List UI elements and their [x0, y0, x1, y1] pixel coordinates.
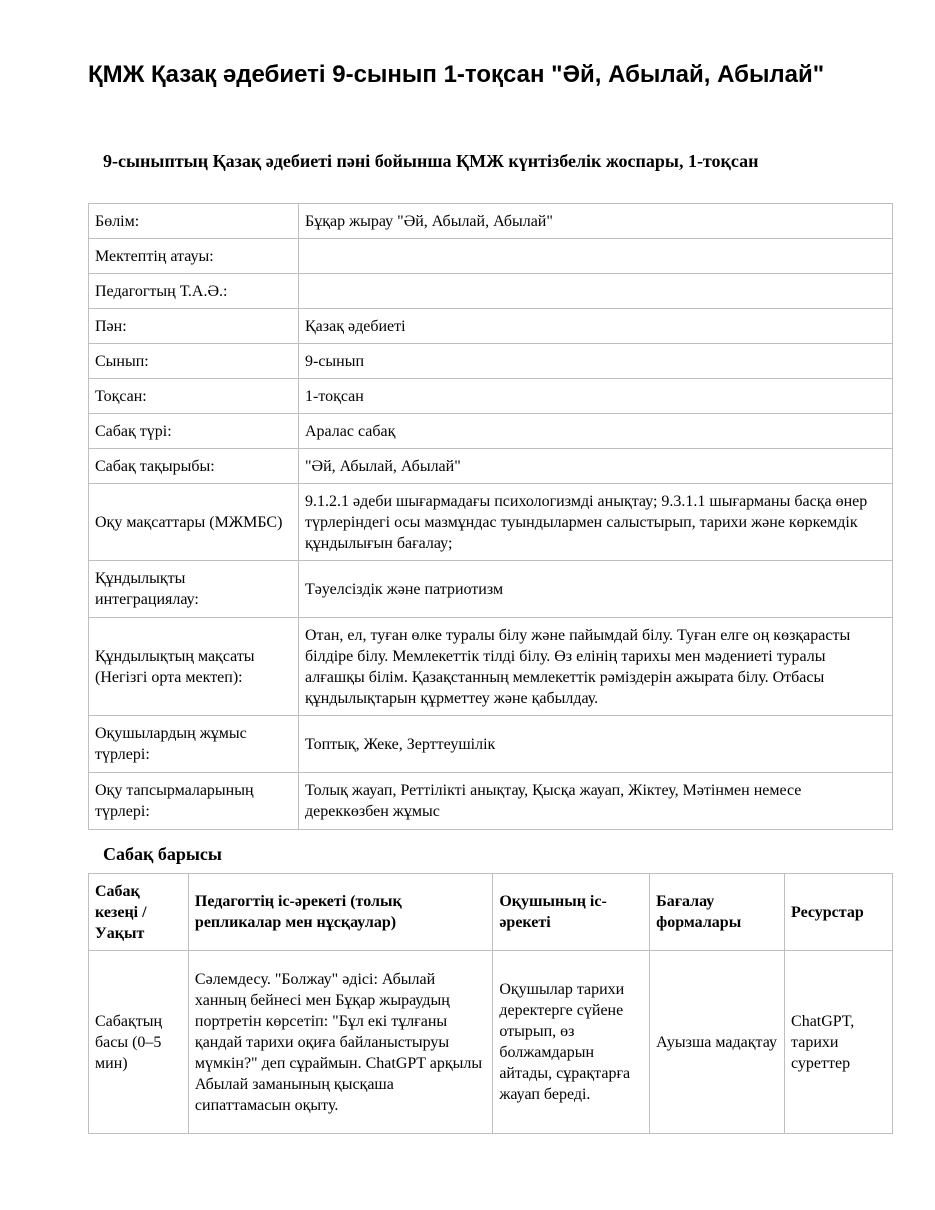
info-value	[299, 274, 893, 309]
lesson-cell: Сәлемдесу. "Болжау" әдісі: Абылай ханның бейнесі мен Бұқар жыраудың портретін көрсетіп: "Бұл екі тұлғаны қандай тарихи оқиға байланыстыруы мүмкін?" деп сұраймын. ChatGPT арқылы Абылай заманының қысқаша сипаттамасын оқыту.	[188, 951, 492, 1134]
info-row	[89, 239, 893, 274]
info-row	[89, 274, 893, 309]
lesson-table	[88, 873, 893, 1134]
info-value: Тәуелсіздік және патриотизм	[299, 561, 893, 618]
info-value: Толық жауап, Реттілікті анықтау, Қысқа жауап, Жіктеу, Мәтінмен немесе дереккөзбен жұмыс	[299, 773, 893, 830]
lesson-header-cell: Педагогтің іс-әрекеті (толық репликалар мен нұсқаулар)	[188, 874, 492, 951]
info-value: Топтық, Жеке, Зерттеушілік	[299, 716, 893, 773]
info-row	[89, 449, 893, 484]
lesson-cell: ChatGPT, тарихи суреттер	[785, 951, 893, 1134]
lesson-cell: Сабақтың басы (0–5 мин)	[89, 951, 189, 1134]
lesson-cell: Оқушылар тарихи деректерге сүйене отырып, өз болжамдарын айтады, сұрақтарға жауап береді.	[493, 951, 650, 1134]
lesson-cell: Ауызша мадақтау	[650, 951, 785, 1134]
info-label: Құндылықтың мақсаты (Негізгі орта мектеп):	[89, 618, 299, 716]
info-label: Оқушылардың жұмыс түрлері:	[89, 716, 299, 773]
info-row	[89, 484, 893, 561]
info-row	[89, 379, 893, 414]
info-value: "Әй, Абылай, Абылай"	[299, 449, 893, 484]
info-value: Қазақ әдебиеті	[299, 309, 893, 344]
info-heading: 9-сыныптың Қазақ әдебиеті пәні бойынша ҚМЖ күнтізбелік жоспары, 1-тоқсан	[103, 151, 759, 171]
info-row	[89, 618, 893, 716]
info-table	[88, 203, 893, 830]
info-label: Сабақ тақырыбы:	[89, 449, 299, 484]
page-title: ҚМЖ Қазақ әдебиеті 9-сынып 1-тоқсан "Әй, Абылай, Абылай"	[88, 61, 825, 88]
info-value: Отан, ел, туған өлке туралы білу және пайымдай білу. Туған елге оң көзқарасты білдіре білу. Мемлекеттік тілді білу. Өз елінің тарихы мен мәдениеті туралы алғашқы білім. Қазақстанның мемлекеттік рәміздерін ажырата білу. Отбасы құндылықтарын құрметтеу және қабылдау.	[299, 618, 893, 716]
lesson-heading: Сабақ барысы	[103, 844, 222, 864]
lesson-header-cell: Ресурстар	[785, 874, 893, 951]
info-value: 9.1.2.1 әдеби шығармадағы психологизмді анықтау; 9.3.1.1 шығарманы басқа өнер түрлеріндегі осы мазмұндас туындылармен салыстырып, тарихи және көркемдік құндылығын бағалау;	[299, 484, 893, 561]
info-value: 1-тоқсан	[299, 379, 893, 414]
info-row	[89, 309, 893, 344]
info-label: Тоқсан:	[89, 379, 299, 414]
info-value: 9-сынып	[299, 344, 893, 379]
info-row	[89, 773, 893, 830]
info-value: Аралас сабақ	[299, 414, 893, 449]
info-label: Пән:	[89, 309, 299, 344]
info-row	[89, 561, 893, 618]
info-row	[89, 344, 893, 379]
info-value	[299, 239, 893, 274]
info-value: Бұқар жырау "Әй, Абылай, Абылай"	[299, 204, 893, 239]
lesson-header-cell: Бағалау формалары	[650, 874, 785, 951]
info-label: Сынып:	[89, 344, 299, 379]
lesson-header-cell: Оқушының іс-әрекеті	[493, 874, 650, 951]
info-label: Құндылықты интеграциялау:	[89, 561, 299, 618]
info-label: Оқу мақсаттары (МЖМБС)	[89, 484, 299, 561]
lesson-header-row	[89, 874, 893, 951]
info-row	[89, 414, 893, 449]
info-label: Бөлім:	[89, 204, 299, 239]
info-row	[89, 716, 893, 773]
info-label: Педагогтың Т.А.Ә.:	[89, 274, 299, 309]
lesson-row	[89, 951, 893, 1134]
info-label: Оқу тапсырмаларының түрлері:	[89, 773, 299, 830]
info-label: Сабақ түрі:	[89, 414, 299, 449]
lesson-header-cell: Сабақ кезеңі / Уақыт	[89, 874, 189, 951]
info-label: Мектептің атауы:	[89, 239, 299, 274]
info-row	[89, 204, 893, 239]
